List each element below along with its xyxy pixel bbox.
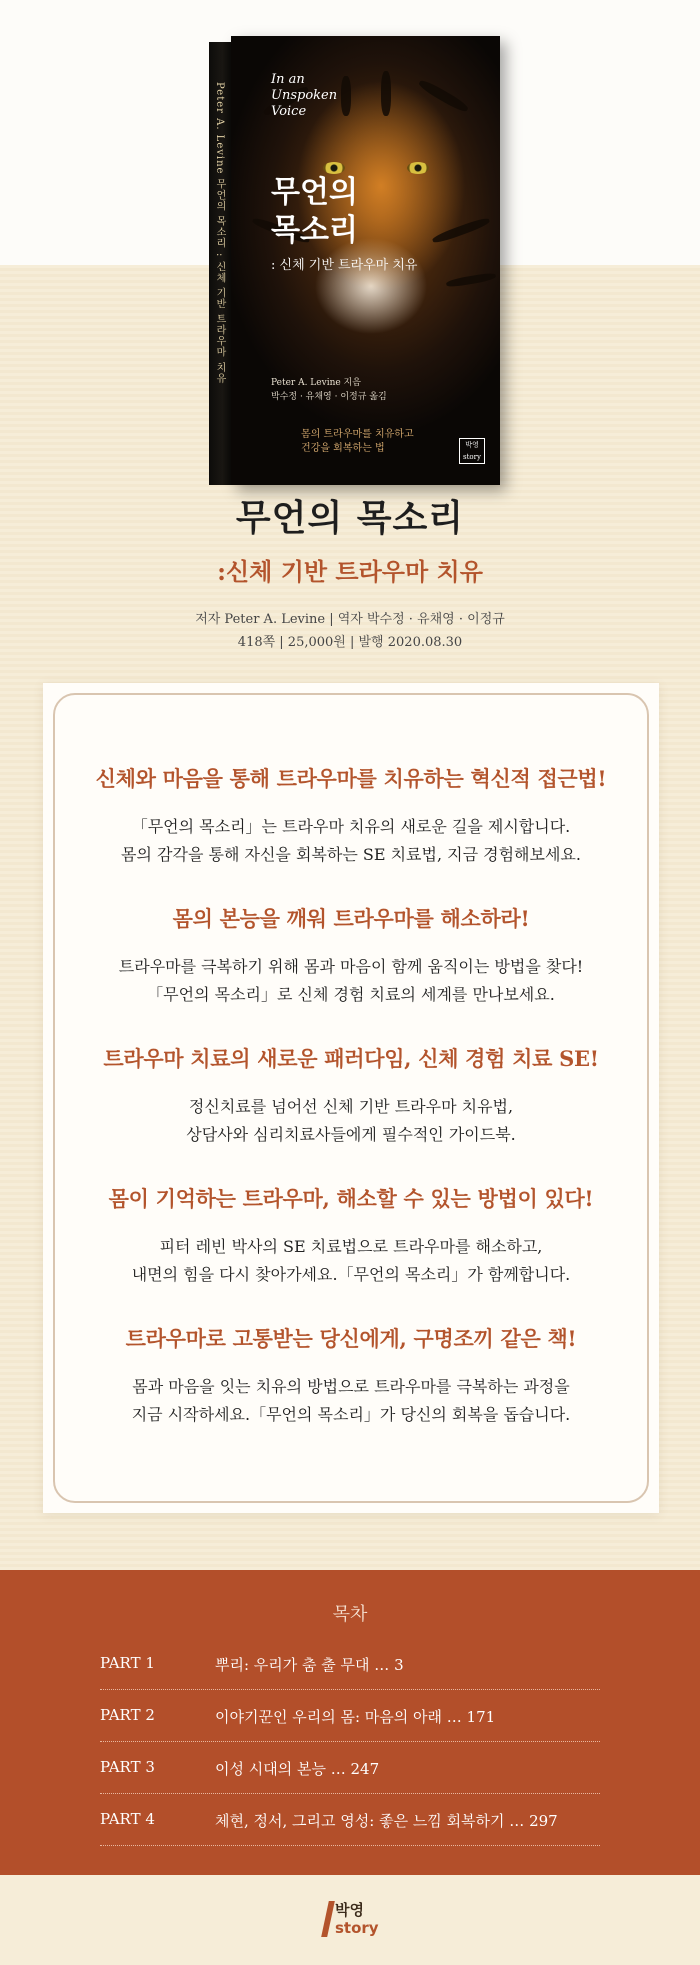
section-text: 몸의 감각을 통해 자신을 회복하는 SE 치료법, 지금 경험해보세요.	[121, 845, 581, 864]
description-section	[43, 1043, 659, 1149]
toc-part-label: PART 3	[100, 1758, 155, 1776]
description-section	[43, 1323, 659, 1429]
tiger-stripe	[417, 78, 470, 114]
page-subtitle: :신체 기반 트라우마 치유	[217, 557, 483, 586]
section-text: 트라우마를 극복하기 위해 몸과 마음이 함께 움직이는 방법을 찾다!	[118, 957, 584, 976]
section-text: 「무언의 목소리」로 신체 경험 치료의 세계를 만나보세요.	[147, 985, 555, 1004]
section-heading: 트라우마로 고통받는 당신에게, 구명조끼 같은 책!	[125, 1326, 577, 1351]
tiger-stripe	[446, 272, 497, 289]
cover-title-line: 무언의	[271, 175, 358, 210]
tiger-eye	[323, 162, 345, 174]
section-text: 내면의 힘을 다시 찾아가세요.「무언의 목소리」가 함께합니다.	[131, 1265, 571, 1284]
description-section	[43, 903, 659, 1009]
book-spine-text: Peter A. Levine 무언의 목소리 : 신체 기반 트라우마 치유	[214, 82, 225, 385]
section-text: 상담사와 심리치료사들에게 필수적인 가이드북.	[186, 1125, 516, 1144]
cover-author: Peter A. Levine 지음	[271, 378, 361, 388]
book-cover-image	[209, 36, 500, 485]
description-section	[43, 763, 659, 869]
cover-translators: 박수정 · 유채영 · 이정규 옮김	[271, 392, 387, 402]
description-section	[43, 1183, 659, 1289]
toc-part-label: PART 1	[100, 1654, 155, 1672]
section-text: 지금 시작하세요.「무언의 목소리」가 당신의 회복을 돕습니다.	[131, 1405, 571, 1424]
book-meta-credits: 저자 Peter A. Levine | 역자 박수정 · 유채영 · 이정규	[195, 612, 505, 627]
book-front-cover	[231, 36, 500, 485]
toc-chapter-title: 뿌리: 우리가 춤 출 무대 … 3	[215, 1656, 404, 1674]
logo-mark	[321, 1901, 335, 1937]
toc-part-label: PART 4	[100, 1810, 155, 1828]
page-title: 무언의 목소리	[235, 497, 465, 539]
hero	[0, 0, 700, 700]
section-heading: 몸이 기억하는 트라우마, 해소할 수 있는 방법이 있다!	[108, 1186, 594, 1211]
section-heading: 몸의 본능을 깨워 트라우마를 해소하라!	[172, 906, 530, 931]
toc-item	[100, 1794, 600, 1846]
cover-credits	[271, 376, 387, 404]
cover-english-title: In an Unspoken Voice	[271, 72, 338, 119]
cover-tagline-line: 몸의 트라우마를 치유하고	[301, 429, 414, 440]
footer	[0, 1875, 700, 1965]
tiger-stripe	[431, 216, 490, 245]
cover-title-line: 목소리	[271, 213, 358, 248]
toc-chapter-title: 체현, 정서, 그리고 영성: 좋은 느낌 회복하기 … 297	[215, 1812, 558, 1830]
section-heading: 신체와 마음을 통해 트라우마를 치유하는 혁신적 접근법!	[95, 766, 607, 791]
toc-chapter-title: 이야기꾼인 우리의 몸: 마음의 아래 … 171	[215, 1708, 496, 1726]
logo-text-english: story	[335, 1919, 379, 1937]
cover-subtitle: : 신체 기반 트라우마 치유	[271, 258, 418, 273]
section-text: 정신치료를 넘어선 신체 기반 트라우마 치유법,	[188, 1097, 514, 1116]
logo-text-korean: 박영	[335, 1901, 364, 1919]
toc-chapter-title: 이성 시대의 본능 … 247	[215, 1760, 380, 1778]
publisher-logo	[325, 1899, 379, 1941]
section-text: 몸과 마음을 잇는 치유의 방법으로 트라우마를 극복하는 과정을	[132, 1377, 570, 1396]
cover-tagline	[301, 428, 414, 456]
cover-title	[271, 174, 358, 250]
toc-part-label: PART 2	[100, 1706, 155, 1724]
toc-item	[100, 1690, 600, 1742]
cover-publisher-logo: 박영 story	[459, 438, 485, 464]
description-card	[43, 683, 659, 1513]
book-spine	[209, 42, 231, 485]
book-meta-details: 418쪽 | 25,000원 | 발행 2020.08.30	[237, 635, 463, 650]
toc-title: 목차	[332, 1604, 368, 1625]
section-text: 「무언의 목소리」는 트라우마 치유의 새로운 길을 제시합니다.	[131, 817, 571, 836]
toc-item	[100, 1742, 600, 1794]
cover-tagline-line: 건강을 회복하는 법	[301, 443, 385, 454]
section-heading: 트라우마 치료의 새로운 패러다임, 신체 경험 치료 SE!	[103, 1046, 599, 1071]
table-of-contents	[0, 1570, 700, 1875]
toc-item	[100, 1638, 600, 1690]
tiger-stripe	[381, 71, 391, 116]
section-text: 피터 레빈 박사의 SE 치료법으로 트라우마를 해소하고,	[159, 1237, 543, 1256]
tiger-eye	[407, 162, 429, 174]
